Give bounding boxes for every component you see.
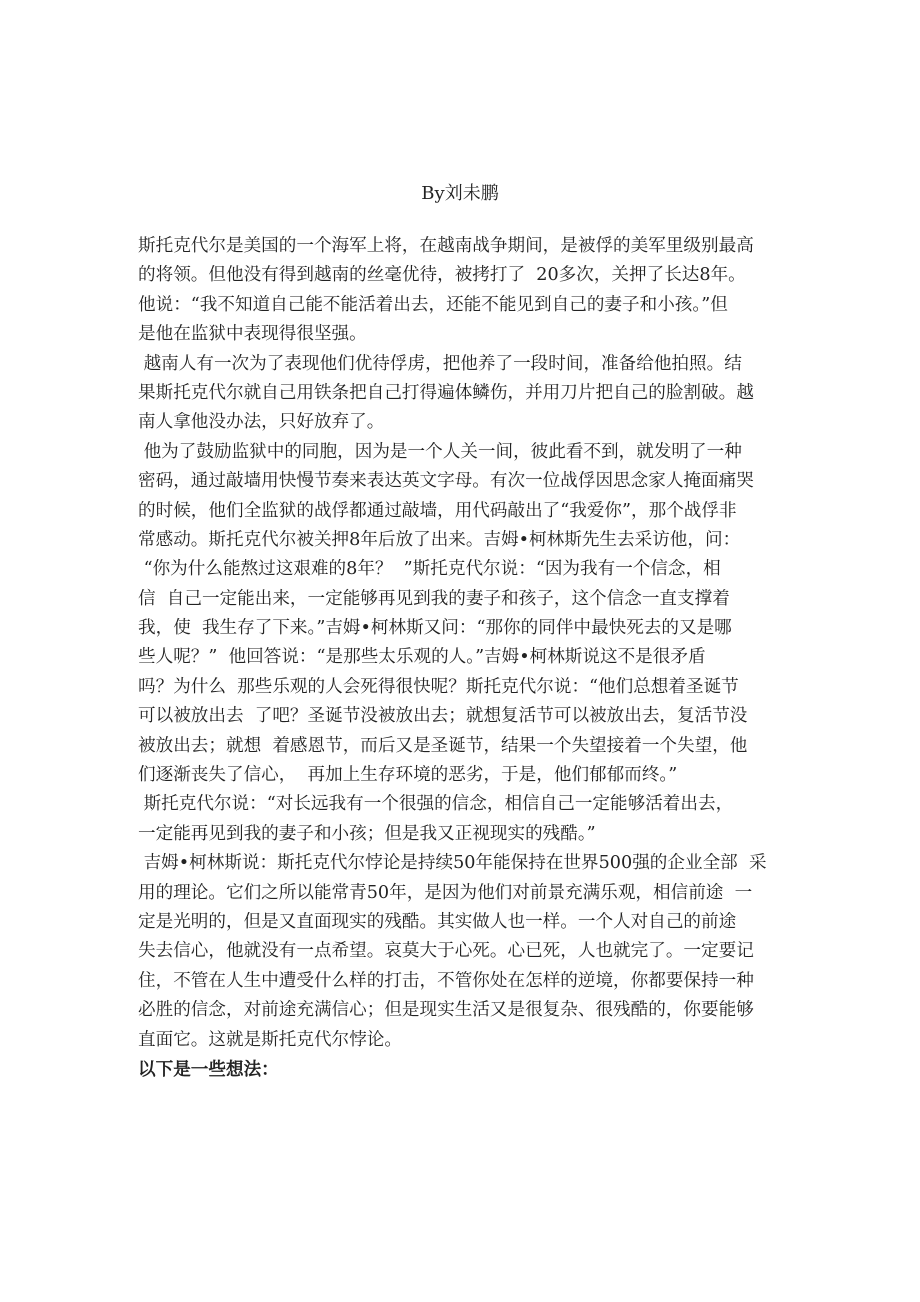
text-line: 南人拿他没办法，只好放弃了。 — [138, 412, 385, 433]
text-line: 斯托克代尔是美国的一个海军上将，在越南战争期间，是被俘的美军里级别最高 — [138, 236, 754, 256]
text-line: 他为了鼓励监狱中的同胞，因为是一个人关一间，彼此看不到，就发明了一种 — [138, 441, 742, 462]
text-line: 必胜的信念，对前途充满信心；但是现实生活又是很复杂、很残酷的，你要能够 — [138, 1000, 754, 1021]
text-line: 的时候，他们全监狱的战俘都通过敲墙，用代码敲出了“我爱你”，那个战俘非 — [138, 500, 737, 521]
closing-heading: 以下是一些想法： — [138, 1058, 279, 1080]
text-line: 用的理论。它们之所以能常青50年，是因为他们对前景充满乐观，相信前途 一 — [138, 882, 753, 903]
text-line: 吗？为什么 那些乐观的人会死得很快呢？斯托克代尔说：“他们总想着圣诞节 — [138, 676, 739, 697]
text-line: 斯托克代尔说：“对长远我有一个很强的信念，相信自己一定能够活着出去， — [138, 794, 734, 815]
text-line: 常感动。斯托克代尔被关押8年后放了出来。吉姆•柯林斯先生去采访他，问： — [138, 529, 741, 550]
text-line: 果斯托克代尔就自己用铁条把自己打得遍体鳞伤，并用刀片把自己的脸割破。越 — [138, 382, 754, 403]
text-line: 是他在监狱中表现得很坚强。 — [138, 324, 367, 345]
text-line: 吉姆•柯林斯说：斯托克代尔悖论是持续50年能保持在世界500强的企业全部 采 — [138, 853, 767, 874]
text-line: 我，使 我生存了下来。”吉姆•柯林斯又问：“那你的同伴中最快死去的又是哪 — [138, 618, 732, 639]
text-line: 直面它。这就是斯托克代尔悖论。 — [138, 1029, 402, 1050]
text-line: 些人呢？” 他回答说：“是那些太乐观的人。”吉姆•柯林斯说这不是很矛盾 — [138, 647, 706, 668]
text-line: 们逐渐丧失了信心， 再加上生存环境的恶劣，于是，他们郁郁而终。” — [138, 765, 678, 786]
text-line: 越南人有一次为了表现他们优待俘虏，把他养了一段时间，准备给他拍照。结 — [138, 353, 742, 374]
text-line: 被放出去；就想 着感恩节，而后又是圣诞节，结果一个失望接着一个失望，他 — [138, 735, 748, 756]
text-line: 可以被放出去 了吧？圣诞节没被放出去；就想复活节可以被放出去，复活节没 — [138, 706, 748, 727]
text-line: 定是光明的，但是又直面现实的残酷。其实做人也一样。一个人对自己的前途 — [138, 911, 737, 932]
text-line: 密码，通过敲墙用快慢节奏来表达英文字母。有次一位战俘因思念家人掩面痛哭 — [138, 471, 754, 492]
text-line: 他说：“我不知道自己能不能活着出去，还能不能见到自己的妻子和小孩。”但 — [138, 294, 728, 315]
author-byline: By刘未鹏 — [421, 183, 499, 204]
text-line: “你为什么能熬过这艰难的8年？ ”斯托克代尔说：“因为我有一个信念，相 — [138, 559, 721, 580]
article-body — [138, 232, 798, 1084]
text-line: 的将领。但他没有得到越南的丝毫优待，被拷打了 20多次，关押了长达8年。 — [138, 265, 746, 286]
text-line: 失去信心，他就没有一点希望。哀莫大于心死。心已死，人也就完了。一定要记 — [138, 941, 754, 962]
text-line: 信 自己一定能出来，一定能够再见到我的妻子和孩子，这个信念一直支撑着 — [138, 588, 730, 609]
text-line: 住，不管在人生中遭受什么样的打击，不管你处在怎样的逆境，你都要保持一种 — [138, 970, 754, 991]
text-line: 一定能再见到我的妻子和小孩；但是我又正视现实的残酷。” — [138, 823, 596, 844]
